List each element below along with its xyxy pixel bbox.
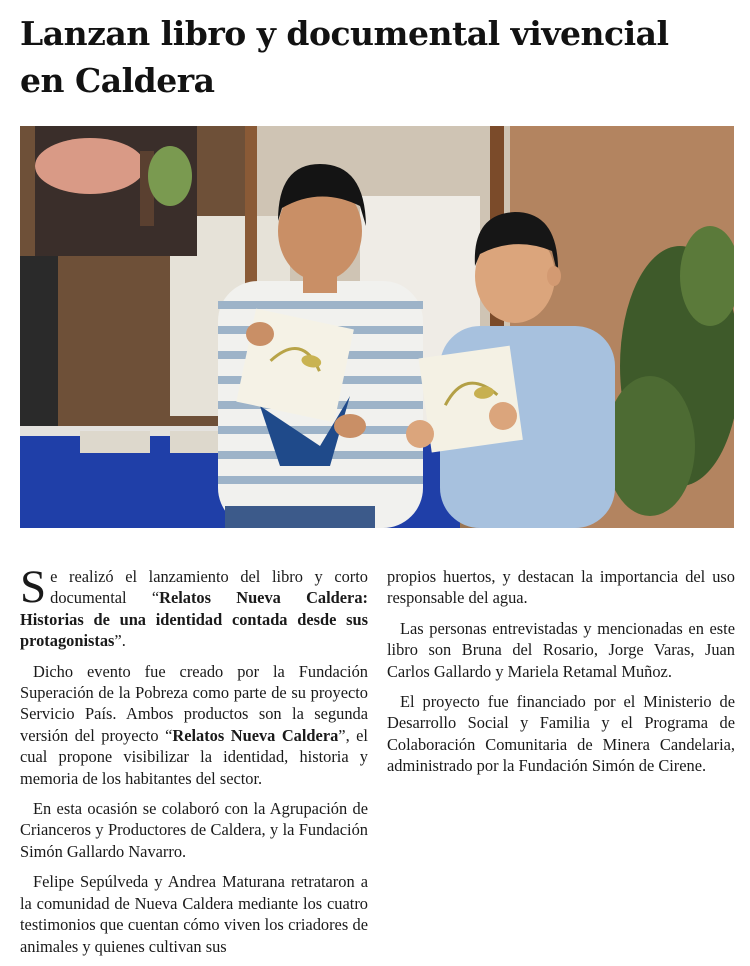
paragraph-5: Las personas entrevistadas y mencionadas en este libro son Bruna del Rosario, Jorge Varas, Juan Carlos Gallardo y Mariela Retamal Muñoz. bbox=[387, 618, 735, 681]
headline: Lanzan libro y documental vivencial en Caldera bbox=[20, 14, 669, 100]
photo-two-boys-holding-books-icon bbox=[20, 126, 734, 528]
p2-bold: Relatos Nueva Caldera bbox=[172, 725, 339, 745]
p1-text: e realizó el lanzamiento del libro y corto documental “ bbox=[50, 567, 368, 608]
paragraph-6: El proyecto fue financiado por el Ministerio de Desarrollo Social y Familia y el Programa de Colaboración Comunitaria de Minera Candelaria, administrado por la Fundación Simón de Cirene. bbox=[387, 692, 735, 776]
drop-cap: S bbox=[20, 561, 47, 613]
paragraph-1 bbox=[20, 561, 368, 652]
column-left bbox=[20, 561, 368, 966]
p2-end: ”, el cual propone visibilizar la identidad, historia y memoria de los habitantes del sector. bbox=[20, 725, 368, 788]
p2-text: Dicho evento fue creado por la Fundación Superación de la Pobreza como parte de su proyecto Servicio País. Ambos productos son la segunda versión del proyecto “ bbox=[20, 661, 368, 745]
p1-bold: Relatos Nueva Caldera: Historias de una identidad contada desde sus protagonistas bbox=[20, 588, 368, 651]
paragraph-4: Felipe Sepúlveda y Andrea Maturana retrataron a la comunidad de Nueva Caldera mediante los cuatro testimonios que cuentan cómo viven los criadores de animales y quienes cultivan sus bbox=[20, 872, 368, 956]
article-photo bbox=[20, 126, 734, 528]
paragraph-4-continued: propios huertos, y destacan la importancia del uso responsable del agua. bbox=[387, 567, 735, 608]
column-right bbox=[387, 566, 735, 786]
p1-end: ”. bbox=[114, 631, 126, 651]
paragraph-2 bbox=[20, 661, 368, 789]
paragraph-3: En esta ocasión se colaboró con la Agrupación de Crianceros y Productores de Caldera, y la Fundación Simón Gallardo Navarro. bbox=[20, 799, 368, 861]
